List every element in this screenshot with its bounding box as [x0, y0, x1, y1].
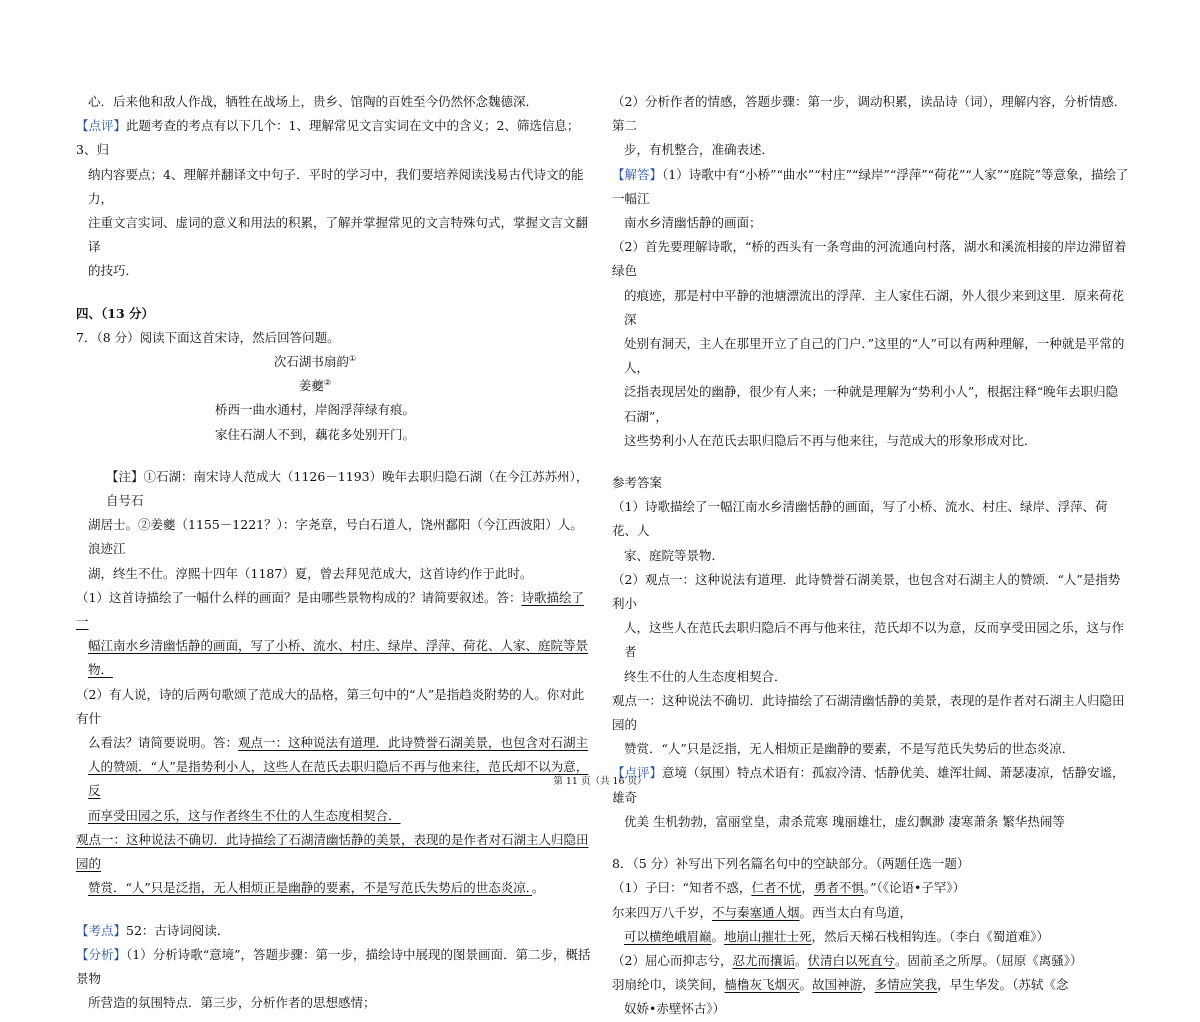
solution-text: 南水乡清幽恬静的画面； [624, 215, 762, 231]
reference-answer: （2）观点一：这种说法有道理．此诗赞誉石湖美景，也包含对石湖主人的赞颂．“人”是指势利小 [612, 571, 1121, 612]
section-heading: 四、（13 分） [76, 305, 154, 321]
reference-answer: （1）诗歌描绘了一幅江南水乡清幽恬静的画面，写了小桥、流水、村庄、绿岸、浮萍、荷花、人 [612, 499, 1108, 539]
fill-line: （2）屈心而抑志兮，忍尤而攘诟。伏清白以死直兮。固前圣之所厚。（屈原《离骚》） [612, 952, 1083, 968]
fill-line: （1）子曰：“知者不惑，仁者不忧，勇者不惧。”（《论语•子罕》） [612, 880, 966, 896]
fill-line: 可以横绝峨眉巅。地崩山摧壮士死，然后天梯石栈相钩连。（李白《蜀道难》） [624, 928, 1050, 944]
poem-title: 次石湖书扇韵① [273, 353, 357, 370]
paragraph: 心．后来他和敌人作战，牺牲在战场上，贵乡、馆陶的百姓至今仍然怀念魏德深． [88, 94, 539, 109]
answer-text: 幅江南水乡清幽恬静的画面，写了小桥、流水、村庄、绿岸、浮萍、荷花、人家、庭院等景物． [88, 638, 589, 678]
note-text: 湖，终生不仕。淳熙十四年（1187）夏，曾去拜见范成大，这首诗约作于此时。 [88, 565, 533, 581]
kaodian-tag: 【考点】 [76, 922, 127, 938]
comment-text: 纳内容要点；4、理解并翻译文中句子．平时的学习中，我们要培养阅读浅易古代诗文的能力， [88, 166, 584, 206]
fill-answer: 仁者不忧 [751, 880, 802, 896]
fill-answer: 忍尤而攘诟 [732, 952, 795, 968]
comment-text: 的技巧． [88, 263, 139, 279]
fill-answer: 伏清白以死直兮 [807, 952, 896, 968]
comment-block: 【点评】意境（氛围）特点术语有：孤寂冷清、恬静优美、雄浑壮阔、萧瑟凄凉，恬静安谧，雄奇 [612, 765, 1125, 805]
right-column [612, 0, 1130, 1022]
question-1: （1）这首诗描绘了一幅什么样的画面？是由哪些景物构成的？请简要叙述。答：诗歌描绘了一 [76, 589, 584, 630]
reference-answer-title: 参考答案 [612, 475, 663, 491]
poem-line: 桥西一曲水通村，岸阁浮萍绿有痕。 [214, 402, 415, 418]
solution-text: 的痕迹，那是村中平静的池塘漂流出的浮萍．主人家住石湖，外人很少来到这里．原来荷花深 [624, 287, 1125, 327]
solution-block: 【解答】（1）诗歌中有“小桥”“曲水”“村庄”“绿岸”“浮萍”“荷花”“人家”“庭院”等意象，描绘了一幅江 [612, 166, 1129, 206]
analysis-text: （2）分析作者的情感，答题步骤：第一步，调动积累，读品诗（词），理解内容，分析情感．第二 [612, 94, 1127, 134]
fill-answer: 樯橹灰飞烟灭 [724, 977, 800, 993]
comment-block [76, 114, 594, 162]
analysis-block: 【分析】（1）分析诗歌“意境”，答题步骤：第一步，描绘诗中展现的图景画面．第二步，概括景物 [76, 946, 591, 986]
analysis-tag: 【分析】 [76, 946, 127, 962]
reference-answer: 人，这些人在范氏去职归隐后不再与他来往，范氏却不以为意，反而享受田园之乐，这与作者 [624, 620, 1125, 660]
fill-answer: 不与秦塞通人烟 [712, 904, 800, 920]
reference-answer: 家、庭院等景物． [624, 547, 725, 563]
solution-text: （2）首先要理解诗歌，“桥的西头有一条弯曲的河流通向村落，湖水和溪流相接的岸边滞留着绿色 [612, 239, 1127, 279]
question-2-cont: 么看法？请简要说明。答：观点一：这种说法有道理．此诗赞誉石湖美景，也包含对石湖主 [88, 735, 589, 751]
answer-text: 而享受田园之乐，这与作者终生不仕的人生态度相契合． [88, 807, 401, 823]
left-column [76, 0, 594, 1015]
question-title: 7．（8 分）阅读下面这首宋诗，然后回答问题。 [76, 329, 340, 345]
kaodian-block: 【考点】52：古诗词阅读． [76, 922, 230, 938]
fill-line: 羽扇纶巾，谈笑间，樯橹灰飞烟灭。故国神游，多情应笑我，早生华发。（苏轼《念 [612, 977, 1069, 993]
analysis-text: 所营造的氛围特点．第三步，分析作者的思想感情； [88, 995, 376, 1011]
solution-text: 处别有洞天，主人在那里开立了自己的门户．”这里的“人”可以有两种理解，一种就是平常的人， [624, 336, 1125, 376]
answer-text: 诗歌描绘了一 [76, 589, 584, 630]
reference-answer: 观点一：这种说法不确切．此诗描绘了石湖清幽恬静的美景，表现的是作者对石湖主人归隐田园的 [612, 692, 1125, 733]
note-text: 湖居士。②姜夔（1155－1221？）：字尧章，号白石道人，饶州鄱阳（今江西波阳）人。浪迹江 [88, 517, 583, 557]
analysis-text: 步，有机整合，准确表述． [624, 142, 775, 158]
reference-answer: 终生不仕的人生态度相契合． [624, 668, 787, 684]
answer-text: 赞赏．“人”只是泛指，无人相烦正是幽静的要素，不是写范氏失势后的世态炎凉．。 [88, 880, 545, 896]
fill-line: 尔来四万八千岁，不与秦塞通人烟。西当太白有鸟道， [612, 904, 913, 920]
comment-tag: 【点评】 [76, 118, 127, 134]
fill-answer: 故国神游 [812, 977, 863, 993]
reference-answer: 赞赏．“人”只是泛指，无人相烦正是幽静的要素，不是写范氏失势后的世态炎凉． [624, 741, 1075, 757]
comment-text: 此题考查的考点有以下几个：1、理解常见文言实词在文中的含义；2、筛选信息；3、归 [76, 118, 580, 158]
answer-text: 观点一：这种说法有道理．此诗赞誉石湖美景，也包含对石湖主 [238, 735, 589, 751]
note-text: 【注】①石湖：南宋诗人范成大（1126－1193）晚年去职归隐石湖（在今江苏苏州），自号石 [106, 468, 589, 509]
solution-text: 这些势利小人在范氏去职归隐后不再与他来往，与范成大的形象形成对比． [624, 432, 1037, 448]
comment-text: 优美 生机勃勃，富丽堂皇，肃杀荒寒 瑰丽雄壮，虚幻飘渺 凄寒萧条 繁华热闹等 [624, 813, 1065, 829]
answer-text: 人的赞颂．“人”是指势利小人，这些人在范氏去职归隐后不再与他来往，范氏却不以为意，反 [88, 759, 589, 799]
fill-answer: 多情应笑我 [874, 977, 938, 993]
fill-answer: 勇者不惧 [813, 880, 864, 896]
solution-tag: 【解答】 [612, 166, 663, 182]
question-2: （2）有人说，诗的后两句歌颂了范成大的品格，第三句中的“人”是指趋炎附势的人。你对此有什 [76, 686, 585, 726]
page-footer: 第 11 页（共 16 页） [553, 776, 647, 787]
poem-line: 家住石湖人不到，藕花多处别开门。 [214, 426, 415, 442]
question-title: 8．（5 分）补写出下列名篇名句中的空缺部分。（两题任选一题） [612, 856, 970, 872]
fill-answer: 可以横绝峨眉巅 [624, 928, 712, 944]
fill-answer: 地崩山摧壮士死 [724, 928, 812, 944]
fill-line: 奴娇•赤壁怀古》） [624, 1001, 726, 1017]
comment-tag: 【点评】 [612, 765, 663, 781]
solution-text: 泛指表现居处的幽静，很少有人来；一种就是理解为“势利小人”，根据注释“晚年去职归隐石湖”， [624, 384, 1119, 424]
poem-author: 姜夔② [298, 378, 332, 394]
comment-text: 注重文言实词、虚词的意义和用法的积累，了解并掌握常见的文言特殊句式，掌握文言文翻译 [88, 215, 589, 255]
answer-text: 观点一：这种说法不确切．此诗描绘了石湖清幽恬静的美景，表现的是作者对石湖主人归隐田园的 [76, 831, 589, 872]
